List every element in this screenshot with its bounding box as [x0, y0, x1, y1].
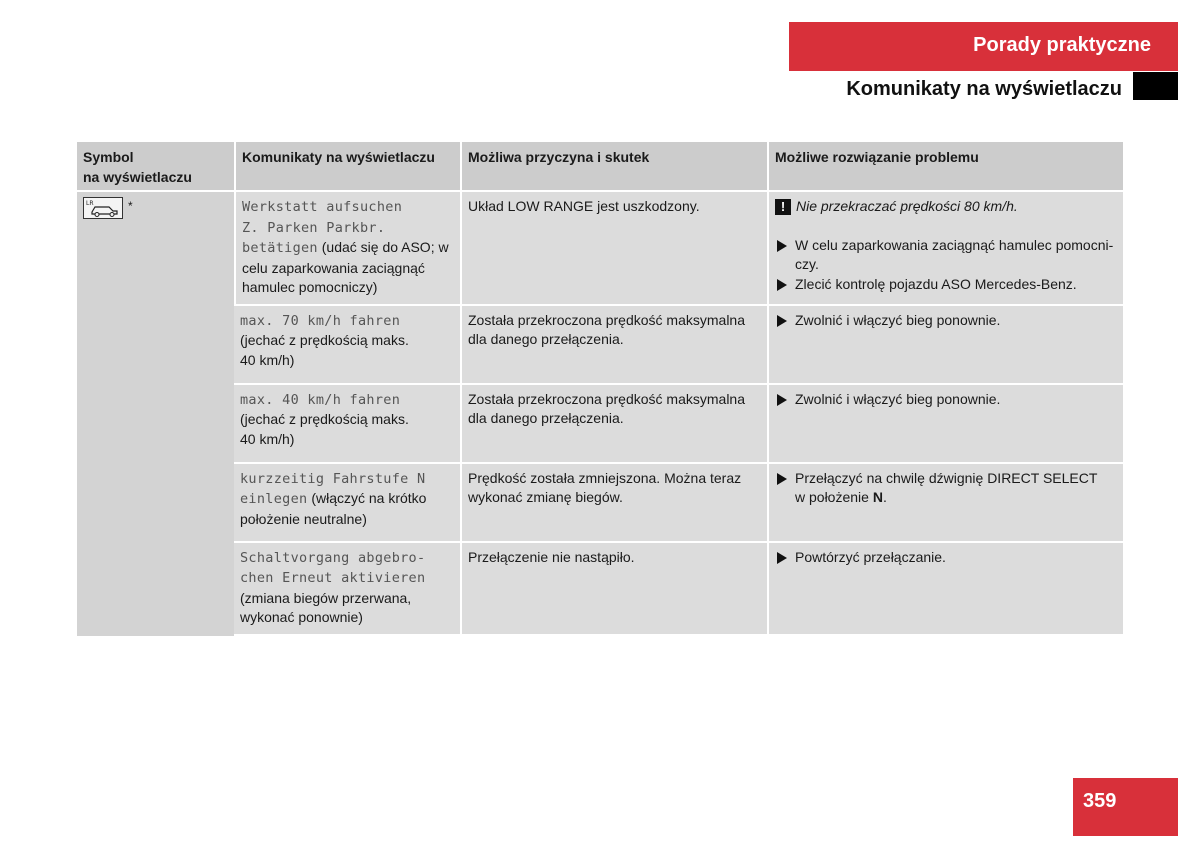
translation-text: (jechać z prędkością maks. 40 km/h): [240, 411, 409, 447]
subsection-title: Komunikaty na wyświetlaczu: [846, 78, 1122, 100]
solution-step: [775, 469, 1117, 508]
exclamation-icon: !: [775, 199, 791, 215]
table-row: [77, 464, 1123, 543]
header-message: Komunikaty na wyświetlaczu: [234, 142, 460, 192]
page-number-box: [1073, 778, 1178, 836]
step-text: Powtórzyć przełączanie.: [795, 548, 946, 565]
section-title: Porady praktyczne: [973, 34, 1151, 56]
arrow-right-icon: [777, 552, 787, 564]
display-text: Werkstatt aufsuchen Z. Parken Parkbr. betätigen: [242, 199, 403, 256]
step-text: Zlecić kontrolę pojazdu ASO Mercedes-Benz.: [795, 275, 1077, 292]
display-text: Schaltvorgang abgebro- chen Erneut aktivieren: [240, 549, 426, 586]
message-cell: [234, 306, 460, 385]
table-row: [77, 543, 1123, 636]
solution-cell: [767, 306, 1123, 385]
translation-text: (włączyć na krótko położenie neutralne): [240, 490, 427, 527]
table-header-row: [77, 142, 1123, 192]
translation-text: (jechać z prędkością maks. 40 km/h): [240, 332, 409, 368]
svg-text:LR: LR: [86, 200, 94, 207]
lr-offroad-vehicle-icon: [83, 197, 123, 219]
cause-cell: Przełączenie nie nastąpiło.: [460, 543, 767, 636]
solution-step: [775, 311, 1117, 331]
cause-cell: Została przekroczona prędkość maksymalna dla danego przełączenia.: [460, 306, 767, 385]
footnote-star: *: [128, 199, 133, 213]
header-cause: Możliwa przyczyna i skutek: [460, 142, 767, 192]
header-solution: Możliwe rozwiązanie problemu: [767, 142, 1123, 192]
step-text: Zwolnić i włączyć bieg ponownie.: [795, 311, 1001, 328]
solution-step: [775, 275, 1117, 295]
message-cell: [234, 464, 460, 543]
arrow-right-icon: [777, 473, 787, 485]
warning-text: Nie przekraczać prędkości 80 km/h.: [796, 198, 1018, 214]
table-row: [77, 192, 1123, 306]
display-text: max. 40 km/h fahren: [240, 391, 401, 408]
header-symbol: Symbol na wyświetlaczu: [77, 142, 234, 192]
cause-cell: Układ LOW RANGE jest uszkodzony.: [460, 192, 767, 306]
solution-step: [775, 236, 1117, 275]
solution-step: [775, 390, 1117, 410]
section-marker: [1133, 72, 1178, 100]
arrow-right-icon: [777, 279, 787, 291]
solution-cell: [767, 385, 1123, 464]
translation-text: (udać się do ASO; w celu zaparkowania zaciągnąć hamulec pomocniczy): [242, 239, 449, 295]
symbol-cell: [77, 192, 234, 636]
step-text: W celu zaparkowania zaciągnąć hamulec pomocni-czy.: [795, 236, 1114, 272]
message-cell: [234, 385, 460, 464]
display-text: max. 70 km/h fahren: [240, 312, 401, 329]
display-messages-table: [77, 142, 1123, 636]
table-row: [77, 306, 1123, 385]
section-banner: [789, 22, 1178, 71]
display-text: kurzzeitig Fahrstufe N einlegen: [240, 470, 426, 507]
table-row: [77, 385, 1123, 464]
solution-cell: [767, 192, 1123, 306]
cause-cell: Została przekroczona prędkość maksymalna dla danego przełączenia.: [460, 385, 767, 464]
page-number: 359: [1083, 790, 1117, 812]
solution-step: [775, 548, 1117, 568]
arrow-right-icon: [777, 394, 787, 406]
arrow-right-icon: [777, 240, 787, 252]
message-cell: [234, 192, 460, 306]
message-cell: [234, 543, 460, 636]
warning-line: [775, 197, 1117, 217]
cause-cell: Prędkość została zmniejszona. Można teraz wykonać zmianę biegów.: [460, 464, 767, 543]
translation-text: (zmiana biegów przerwana, wykonać ponownie): [240, 589, 412, 625]
solution-cell: [767, 464, 1123, 543]
step-text: Przełączyć na chwilę dźwignię DIRECT SELECT w położenie N.: [795, 469, 1098, 505]
solution-cell: [767, 543, 1123, 636]
step-text: Zwolnić i włączyć bieg ponownie.: [795, 390, 1001, 407]
arrow-right-icon: [777, 315, 787, 327]
